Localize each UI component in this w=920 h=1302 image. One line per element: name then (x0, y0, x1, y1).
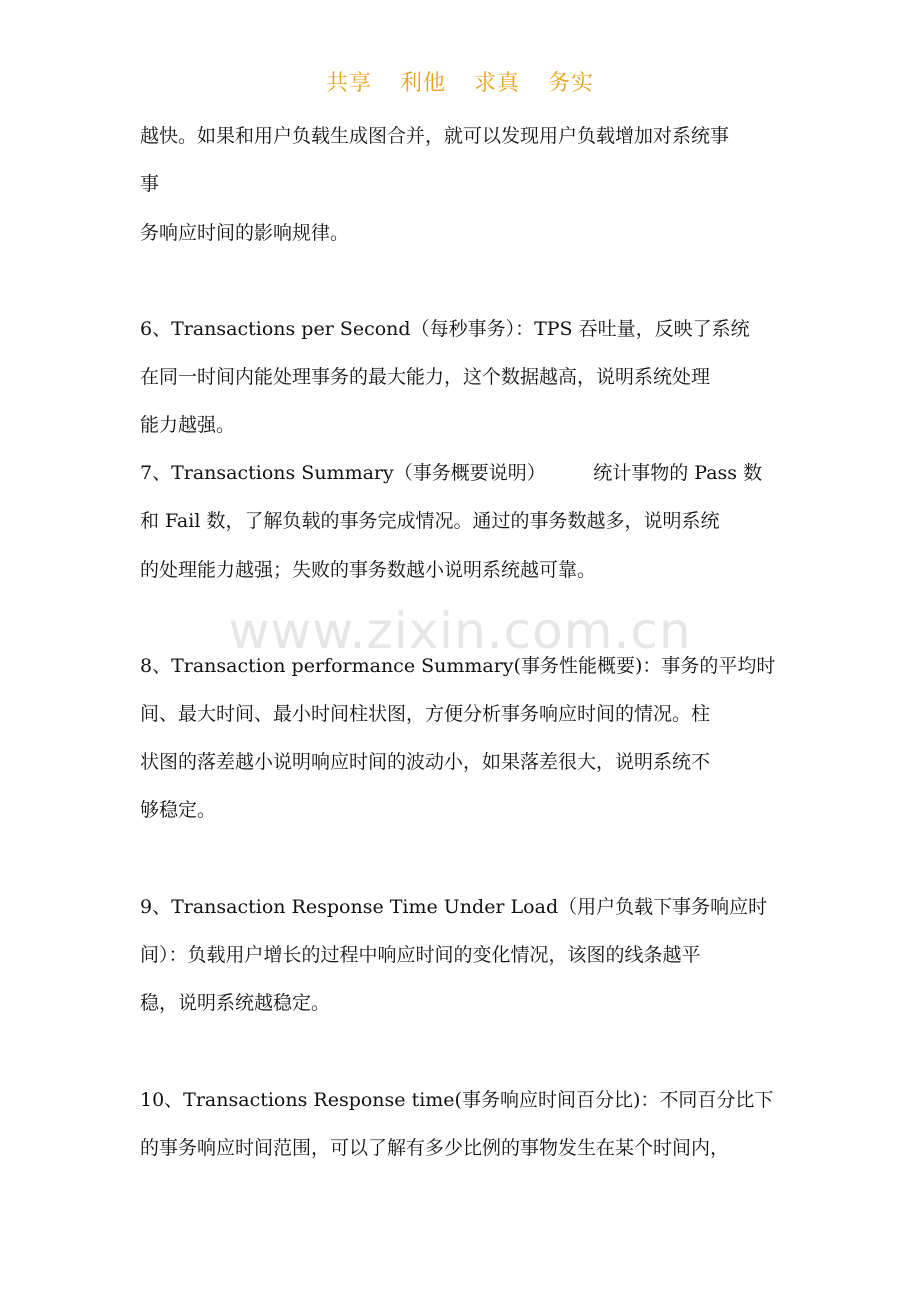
body-line: 稳，说明系统越稳定。 (140, 992, 331, 1014)
body-line: 的事务响应时间范围，可以了解有多少比例的事物发生在某个时间内， (140, 1137, 730, 1159)
body-line: 越快。如果和用户负载生成图合并，就可以发现用户负载增加对系统事 (140, 125, 730, 147)
body-line: 务响应时间的影响规律。 (140, 222, 350, 244)
header-word-practical: 务实 (548, 71, 595, 96)
body-line: 6、Transactions per Second（每秒事务）：TPS 吞吐量，反映了系统 (140, 318, 750, 340)
page-header (0, 66, 920, 97)
body-line: 事 (140, 173, 160, 195)
body-line: 间）：负载用户增长的过程中响应时间的变化情况，该图的线条越平 (140, 944, 701, 966)
body-line: 9、Transaction Response Time Under Load（用户负载下事务响应时 (140, 896, 768, 918)
header-word-altruism: 利他 (399, 71, 446, 96)
watermark: www.zixin.com.cn (228, 602, 692, 660)
body-line: 8、Transaction performance Summary(事务性能概要)：事务的平均时 (140, 655, 776, 677)
body-line: 间、最大时间、最小时间柱状图，方便分析事务响应时间的情况。柱 (140, 703, 711, 725)
body-line: 能力越强。 (140, 414, 236, 436)
body-line: 在同一时间内能处理事务的最大能力，这个数据越高，说明系统处理 (140, 366, 711, 388)
body-line: 的处理能力越强；失败的事务数越小说明系统越可靠。 (140, 559, 597, 581)
header-word-truth: 求真 (474, 71, 521, 96)
body-line: 和 Fail 数，了解负载的事务完成情况。通过的事务数越多，说明系统 (140, 510, 720, 532)
body-line: 够稳定。 (140, 799, 217, 821)
body-line: 状图的落差越小说明响应时间的波动小，如果落差很大，说明系统不 (140, 751, 711, 773)
body-line: 10、Transactions Response time(事务响应时间百分比)：不同百分比下 (140, 1089, 774, 1111)
header-word-share: 共享 (325, 71, 372, 96)
body-line: 7、Transactions Summary（事务概要说明） 统计事物的 Pass 数 (140, 462, 763, 484)
